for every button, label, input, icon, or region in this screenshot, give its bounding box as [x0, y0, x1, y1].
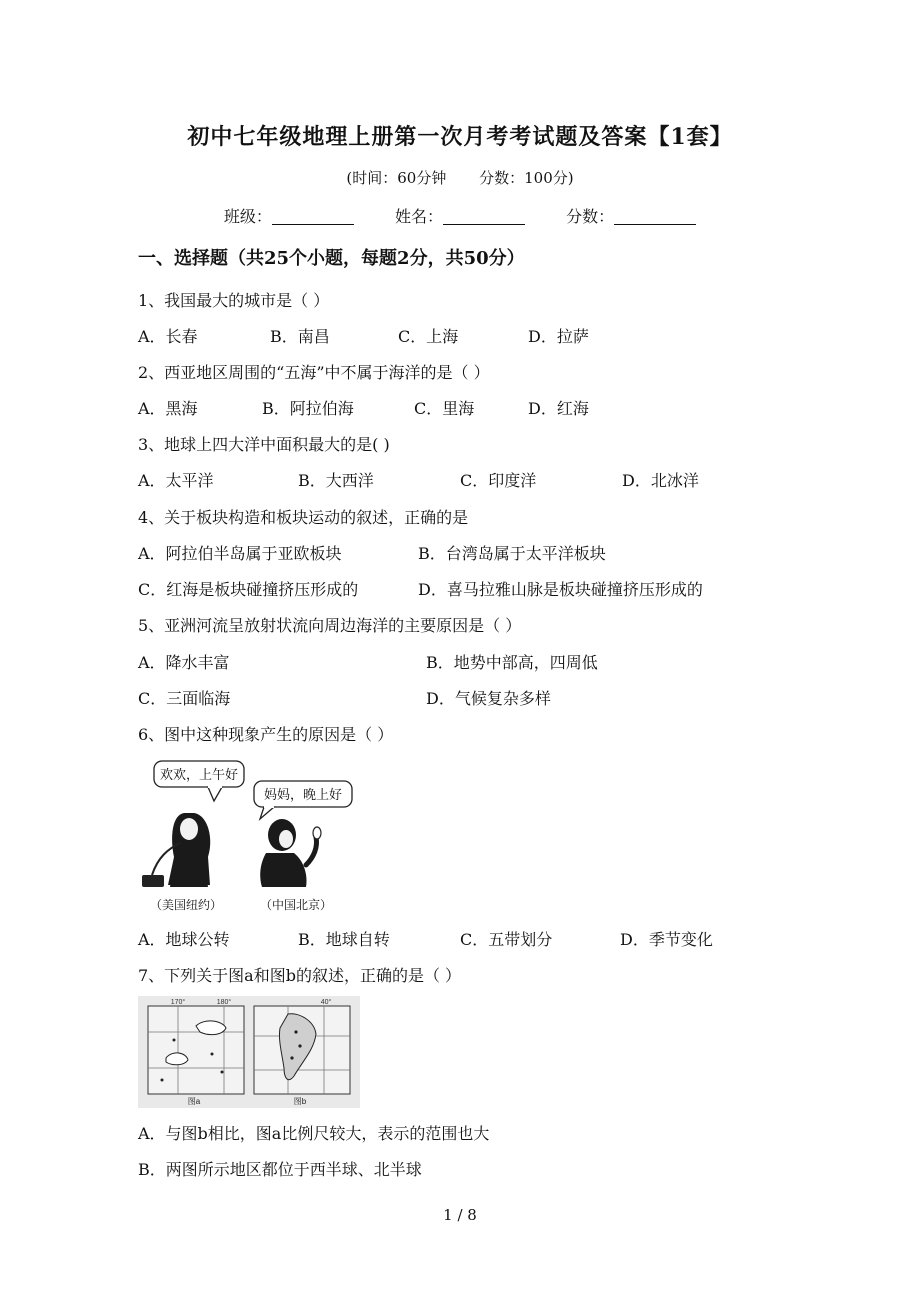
question-7-option-b[interactable]: B．两图所示地区都位于西半球、北半球 — [138, 1160, 422, 1179]
speech-bubble-left — [154, 761, 244, 801]
caption-beijing: （中国北京） — [259, 898, 333, 912]
exam-time: (时间：60分钟 — [346, 169, 447, 187]
map-a — [148, 998, 244, 1106]
map-a-label: 图a — [187, 1097, 201, 1106]
question-6-option-a[interactable]: A．地球公转 — [138, 930, 230, 949]
class-blank[interactable] — [272, 208, 354, 225]
question-5-option-c[interactable]: C．三面临海 — [138, 689, 231, 708]
student-info-fields — [0, 204, 920, 227]
map-b — [254, 998, 350, 1106]
map-b-label: 图b — [293, 1097, 307, 1106]
bubble-right-text: 妈妈，晚上好 — [263, 787, 343, 802]
name-field[interactable] — [395, 204, 525, 227]
question-2-option-b[interactable]: B．阿拉伯海 — [262, 399, 354, 418]
phone-call-illustration — [138, 757, 360, 917]
question-7-stem: 7、下列关于图a和图b的叙述，正确的是（ ） — [138, 966, 462, 985]
question-3-option-a[interactable]: A．太平洋 — [138, 471, 214, 490]
name-blank[interactable] — [443, 208, 525, 225]
question-1-option-d[interactable]: D．拉萨 — [528, 327, 589, 346]
class-field[interactable] — [224, 204, 354, 227]
map-b-longitude: 40° — [320, 999, 332, 1006]
question-1-option-a[interactable]: A．长春 — [138, 327, 198, 346]
question-5-option-b[interactable]: B．地势中部高，四周低 — [426, 653, 598, 672]
page-number: 1 / 8 — [443, 1206, 477, 1224]
question-1-option-b[interactable]: B．南昌 — [270, 327, 330, 346]
map-a-longitude-2: 180° — [216, 999, 232, 1006]
question-2-stem: 2、西亚地区周围的“五海”中不属于海洋的是（ ） — [138, 363, 490, 382]
question-3-option-c[interactable]: C．印度洋 — [460, 471, 537, 490]
question-5-option-a[interactable]: A．降水丰富 — [138, 653, 230, 672]
question-4-stem: 4、关于板块构造和板块运动的叙述，正确的是 — [138, 508, 469, 527]
bubble-left-text: 欢欢，上午好 — [159, 767, 239, 782]
section-heading: 一、选择题（共25个小题，每题2分，共50分） — [138, 248, 525, 269]
question-5-stem: 5、亚洲河流呈放射状流向周边海洋的主要原因是（ ） — [138, 616, 522, 635]
woman-figure — [142, 813, 210, 887]
question-1-option-c[interactable]: C．上海 — [398, 327, 459, 346]
question-3-stem: 3、地球上四大洋中面积最大的是( ) — [138, 435, 390, 454]
caption-new-york: （美国纽约） — [149, 898, 223, 912]
question-2-option-a[interactable]: A．黑海 — [138, 399, 198, 418]
question-6-stem: 6、图中这种现象产生的原因是（ ） — [138, 725, 394, 744]
question-3-option-b[interactable]: B．大西洋 — [298, 471, 374, 490]
score-blank[interactable] — [614, 208, 696, 225]
question-2-option-c[interactable]: C．里海 — [414, 399, 475, 418]
question-3-option-d[interactable]: D．北冰洋 — [622, 471, 699, 490]
exam-meta — [0, 167, 920, 188]
score-field[interactable] — [566, 204, 696, 227]
question-6-option-c[interactable]: C．五带划分 — [460, 930, 553, 949]
question-2-option-d[interactable]: D．红海 — [528, 399, 589, 418]
exam-total-score: 分数：100分) — [479, 169, 574, 187]
question-7-option-a[interactable]: A．与图b相比，图a比例尺较大，表示的范围也大 — [138, 1124, 490, 1143]
question-6-option-b[interactable]: B．地球自转 — [298, 930, 390, 949]
score-label: 分数： — [566, 207, 615, 226]
question-6-option-d[interactable]: D．季节变化 — [620, 930, 713, 949]
speech-bubble-right — [254, 781, 352, 819]
map-figures-a-b — [138, 996, 360, 1108]
map-a-longitude-1: 170° — [170, 999, 186, 1006]
page-title: 初中七年级地理上册第一次月考考试题及答案【1套】 — [187, 124, 733, 150]
question-4-option-d[interactable]: D．喜马拉雅山脉是板块碰撞挤压形成的 — [418, 580, 703, 599]
question-1-stem: 1、我国最大的城市是（ ） — [138, 291, 330, 310]
class-label: 班级： — [223, 207, 272, 226]
name-label: 姓名： — [394, 207, 443, 226]
question-5-option-d[interactable]: D．气候复杂多样 — [426, 689, 551, 708]
question-4-option-b[interactable]: B．台湾岛属于太平洋板块 — [418, 544, 606, 563]
man-figure — [260, 819, 321, 887]
question-4-option-c[interactable]: C．红海是板块碰撞挤压形成的 — [138, 580, 359, 599]
question-4-option-a[interactable]: A．阿拉伯半岛属于亚欧板块 — [138, 544, 342, 563]
